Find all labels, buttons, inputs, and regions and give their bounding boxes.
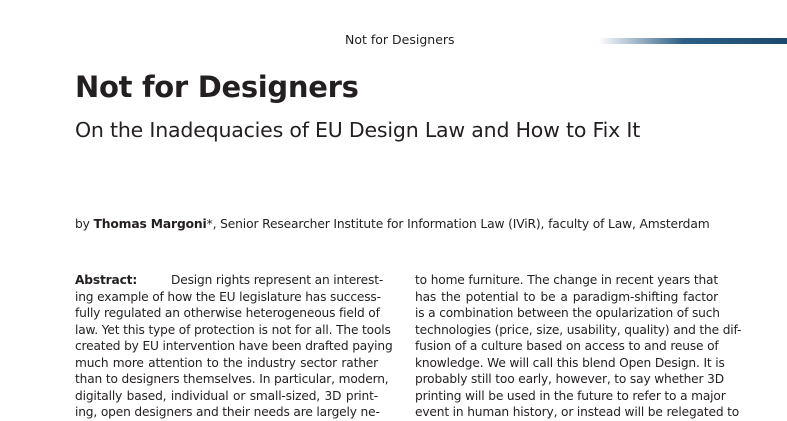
abstract-line: created by EU intervention have been drafted paying [75, 339, 393, 353]
abstract-line: technologies (price, size, usability, quality) and the dif- [415, 322, 742, 337]
abstract-line: printing will be used in the future to refer to a major [415, 388, 726, 403]
abstract-label: Abstract: [75, 273, 138, 287]
abstract-line: fully regulated an otherwise heterogeneous field of [75, 306, 380, 320]
abstract-line: ing example of how the EU legislature has success- [75, 289, 381, 304]
header-accent-rule [598, 38, 787, 44]
byline [75, 217, 710, 231]
abstract-line: ing, open designers and their needs are largely ne- [75, 405, 380, 419]
abstract-column-right [415, 272, 742, 421]
abstract-line: has the potential to be a paradigm-shifting factor [415, 289, 718, 304]
abstract-line: law. Yet this type of protection is not for all. The tools [75, 322, 391, 337]
running-head: Not for Designers [345, 32, 455, 47]
abstract-line: much more attention to the industry sector rather [75, 355, 378, 370]
abstract-line: probably still too early, however, to say whether 3D [415, 372, 724, 386]
author-name: Thomas Margoni [93, 217, 207, 231]
abstract-line: digitally based, individual or small-sized, 3D print- [75, 388, 378, 403]
abstract-line: event in human history, or instead will be relegated to [415, 405, 740, 419]
abstract-column-left [75, 272, 393, 421]
abstract-line [75, 272, 384, 289]
author-affiliation: *, Senior Researcher Institute for Information Law (IViR), faculty of Law, Amsterdam [206, 217, 710, 231]
article-title: Not for Designers [75, 70, 359, 104]
byline-prefix: by [75, 217, 94, 231]
abstract-line: knowledge. We will call this blend Open Design. It is [415, 355, 725, 370]
abstract-line: is a combination between the opularization of such [415, 306, 720, 320]
abstract-line: than to designers themselves. In particular, modern, [75, 372, 389, 386]
abstract-line: to home furniture. The change in recent years that [415, 273, 718, 287]
abstract-line-text: Design rights represent an interest- [171, 273, 384, 287]
article-subtitle: On the Inadequacies of EU Design Law and How to Fix It [75, 118, 641, 142]
abstract-line: fusion of a culture based on access to and reuse of [415, 339, 719, 353]
